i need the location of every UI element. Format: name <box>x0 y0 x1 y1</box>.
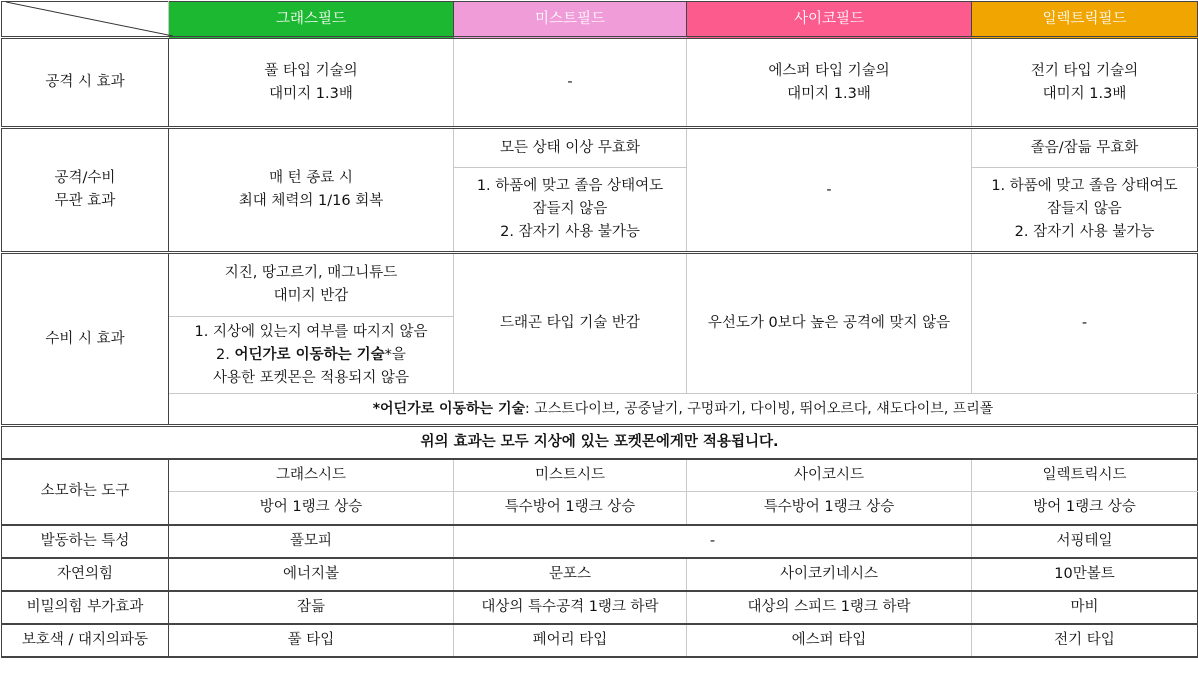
camouflage-grass: 풀 타입 <box>169 624 454 657</box>
camouflage-label: 보호색 / 대지의파동 <box>2 624 169 657</box>
general-misty-line1: 1. 하품에 맞고 졸음 상태여도 <box>476 178 664 194</box>
secret-power-electric: 마비 <box>972 591 1198 624</box>
moving-moves-footnote: *어딘가로 이동하는 기술: 고스트다이브, 공중날기, 구멍파기, 다이빙, 뛰어오르다, 섀도다이브, 프리폴 <box>169 394 1198 426</box>
defense-grass-top <box>169 253 454 317</box>
items-effect-row <box>2 492 1198 525</box>
secret-power-row <box>2 591 1198 624</box>
item-grass-effect: 방어 1랭크 상승 <box>169 492 454 525</box>
attack-grass-line2: 대미지 1.3배 <box>269 85 353 102</box>
item-psychic: 사이코시드 <box>687 459 972 492</box>
defense-grass-top-line1: 지진, 땅고르기, 매그니튜드 <box>224 265 398 281</box>
terrain-comparison-table <box>1 1 1198 658</box>
general-misty-top: 모든 상태 이상 무효화 <box>454 128 687 168</box>
ability-grass: 풀모피 <box>169 525 454 558</box>
defense-grass-line2: 2. 어딘가로 이동하는 기술*을 <box>216 346 406 363</box>
general-misty-detail <box>454 168 687 253</box>
general-row-top <box>2 128 1198 168</box>
item-misty-effect: 특수방어 1랭크 상승 <box>454 492 687 525</box>
attack-electric <box>972 38 1198 128</box>
defense-grass-line1: 1. 지상에 있는지 여부를 따지지 않음 <box>194 323 428 340</box>
general-grass <box>169 128 454 253</box>
defense-grass-line3: 사용한 포켓몬은 적용되지 않음 <box>213 369 409 386</box>
defense-electric: - <box>972 253 1198 394</box>
items-label: 소모하는 도구 <box>2 459 169 525</box>
nature-power-electric: 10만볼트 <box>972 558 1198 591</box>
secret-power-grass: 잠듦 <box>169 591 454 624</box>
camouflage-row <box>2 624 1198 657</box>
item-electric-effect: 방어 1랭크 상승 <box>972 492 1198 525</box>
attack-electric-line1: 전기 타입 기술의 <box>1030 62 1139 79</box>
general-grass-line2: 최대 체력의 1/16 회복 <box>238 193 384 209</box>
footnote-term: 어딘가로 이동하는 기술 <box>380 400 526 417</box>
general-grass-line1: 매 턴 종료 시 <box>269 170 353 186</box>
attack-grass-line1: 풀 타입 기술의 <box>264 62 358 79</box>
general-electric-line1: 1. 하품에 맞고 졸음 상태여도 <box>991 178 1178 194</box>
notice-row <box>2 426 1198 459</box>
ability-middle: - <box>454 525 972 558</box>
defense-grass-detail <box>169 317 454 394</box>
item-electric: 일렉트릭시드 <box>972 459 1198 492</box>
moving-move-term: 어딘가로 이동하는 기술 <box>234 346 385 363</box>
attack-misty: - <box>454 38 687 128</box>
items-row <box>2 459 1198 492</box>
secret-power-label: 비밀의힘 부가효과 <box>2 591 169 624</box>
nature-power-misty: 문포스 <box>454 558 687 591</box>
general-electric-line2: 잠들지 않음 <box>1047 201 1122 217</box>
header-grass: 그래스필드 <box>169 2 454 38</box>
general-electric-line3: 2. 잠자기 사용 불가능 <box>1014 224 1155 240</box>
camouflage-misty: 페어리 타입 <box>454 624 687 657</box>
diagonal-line-icon <box>6 2 173 36</box>
defense-misty: 드래곤 타입 기술 반감 <box>454 253 687 394</box>
attack-label: 공격 시 효과 <box>2 38 169 128</box>
attack-row <box>2 38 1198 128</box>
general-electric-top: 졸음/잠듦 무효화 <box>972 128 1198 168</box>
ability-row <box>2 525 1198 558</box>
header-misty: 미스트필드 <box>454 2 687 38</box>
camouflage-electric: 전기 타입 <box>972 624 1198 657</box>
defense-label: 수비 시 효과 <box>2 253 169 426</box>
general-psychic: - <box>687 128 972 253</box>
item-grass: 그래스시드 <box>169 459 454 492</box>
attack-electric-line2: 대미지 1.3배 <box>1042 85 1127 102</box>
secret-power-misty: 대상의 특수공격 1랭크 하락 <box>454 591 687 624</box>
general-label-line1: 공격/수비 <box>54 170 116 186</box>
general-label <box>2 128 169 253</box>
header-row <box>2 2 1198 38</box>
ability-label: 발동하는 특성 <box>2 525 169 558</box>
defense-grass-top-line2: 대미지 반감 <box>273 288 349 304</box>
attack-grass <box>169 38 454 128</box>
camouflage-psychic: 에스퍼 타입 <box>687 624 972 657</box>
defense-row-note <box>2 394 1198 426</box>
general-misty-line2: 잠들지 않음 <box>532 201 608 217</box>
defense-psychic: 우선도가 0보다 높은 공격에 맞지 않음 <box>687 253 972 394</box>
nature-power-psychic: 사이코키네시스 <box>687 558 972 591</box>
header-electric: 일렉트릭필드 <box>972 2 1198 38</box>
general-label-line2: 무관 효과 <box>54 193 116 209</box>
attack-psychic-line1: 에스퍼 타입 기술의 <box>768 62 890 79</box>
attack-psychic-line2: 대미지 1.3배 <box>787 85 871 102</box>
attack-psychic <box>687 38 972 128</box>
general-electric-detail <box>972 168 1198 253</box>
nature-power-label: 자연의힘 <box>2 558 169 591</box>
general-misty-line3: 2. 잠자기 사용 불가능 <box>500 224 640 240</box>
item-psychic-effect: 특수방어 1랭크 상승 <box>687 492 972 525</box>
ability-electric: 서핑테일 <box>972 525 1198 558</box>
corner-cell <box>2 2 169 38</box>
defense-row-top <box>2 253 1198 317</box>
secret-power-psychic: 대상의 스피드 1랭크 하락 <box>687 591 972 624</box>
header-psychic: 사이코필드 <box>687 2 972 38</box>
ground-notice: 위의 효과는 모두 지상에 있는 포켓몬에게만 적용됩니다. <box>2 426 1198 459</box>
item-misty: 미스트시드 <box>454 459 687 492</box>
nature-power-row <box>2 558 1198 591</box>
nature-power-grass: 에너지볼 <box>169 558 454 591</box>
